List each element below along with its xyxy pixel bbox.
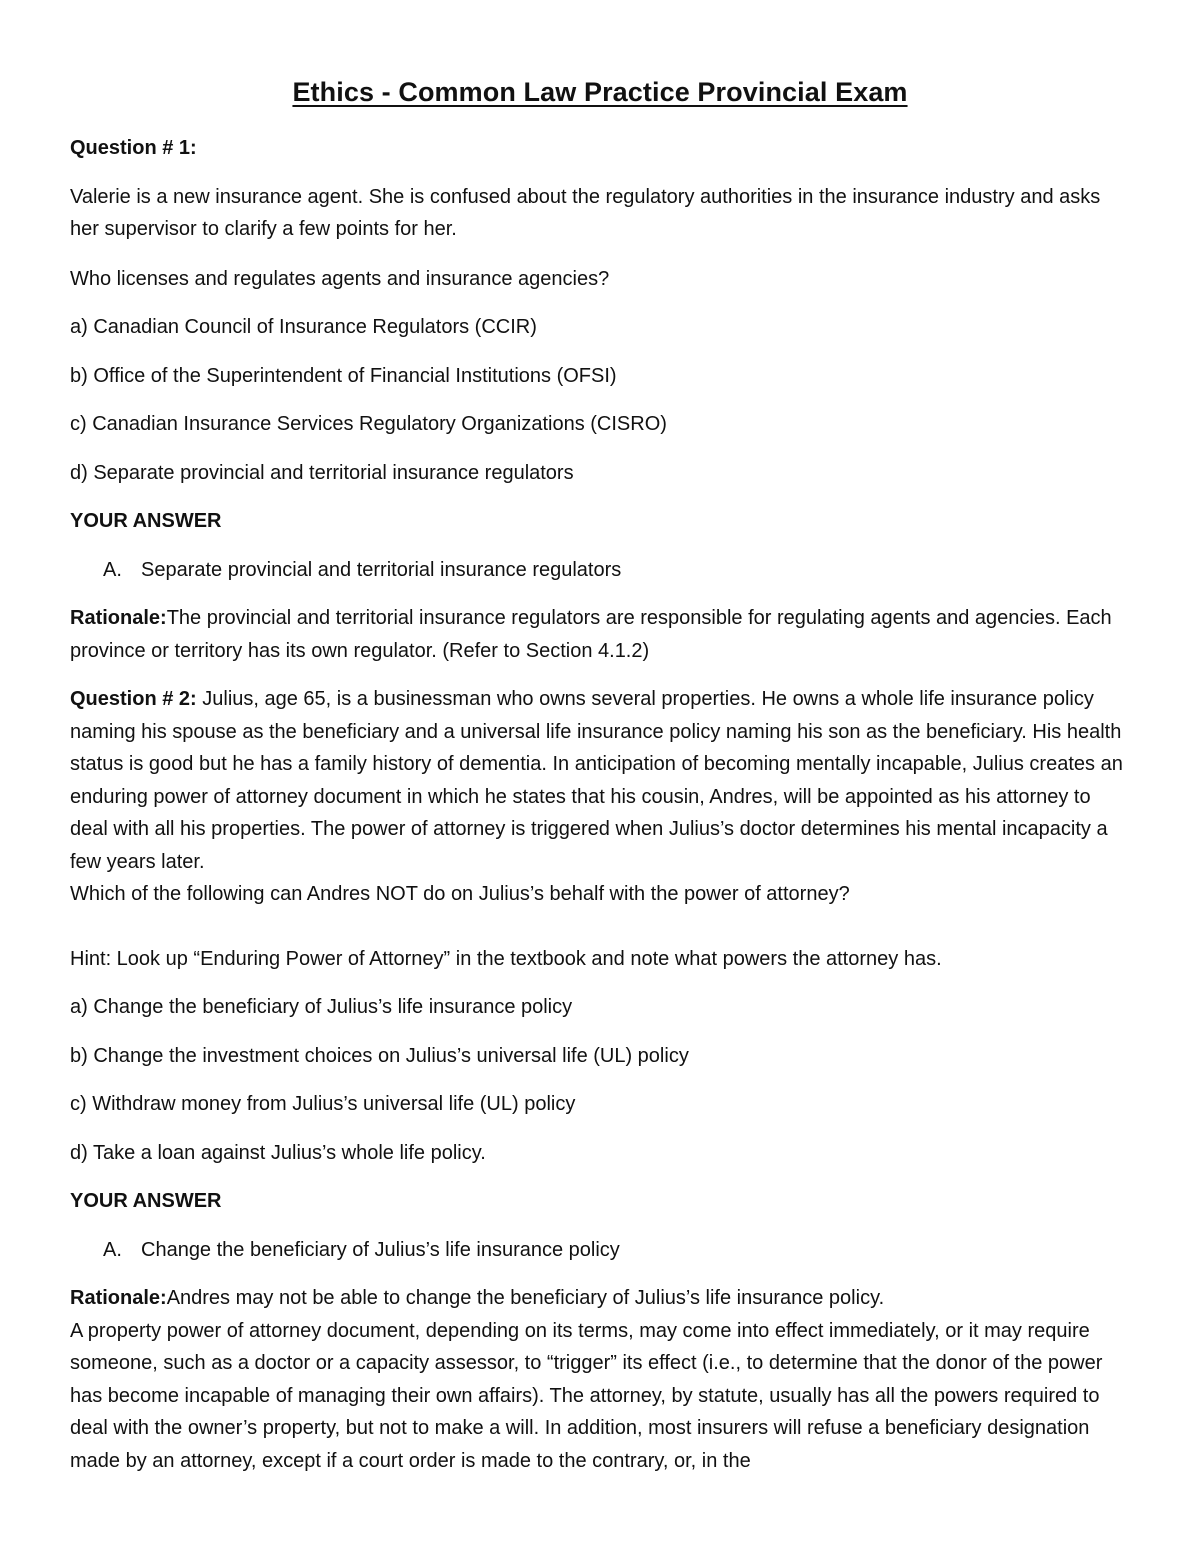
question-2-option-d: d) Take a loan against Julius’s whole life policy. [70,1141,486,1164]
question-2-rationale-text: Andres may not be able to change the beneficiary of Julius’s life insurance policy. [166,1287,885,1309]
question-2-option-b: b) Change the investment choices on Julius’s universal life (UL) policy [70,1044,689,1067]
question-1-answer-text: Separate provincial and territorial insurance regulators [141,558,622,581]
question-1-prompt: Who licenses and regulates agents and insurance agencies? [70,267,610,290]
question-2-label: Question # 2: [70,688,197,710]
blank-line [70,911,1130,943]
question-1-option-c: c) Canadian Insurance Services Regulatory Organizations (CISRO) [70,413,667,435]
question-1-option-d: d) Separate provincial and territorial insurance regulators [70,461,574,484]
question-1-answer [70,554,1130,587]
question-1-answer-letter: A. [103,558,122,581]
question-2-rationale-label: Rationale: [70,1287,167,1309]
question-1-your-answer-label: YOUR ANSWER [70,510,222,532]
question-2-answer-letter: A. [103,1238,122,1261]
document-title: Ethics - Common Law Practice Provincial Exam [292,77,908,107]
question-2-rationale [70,1282,1130,1477]
question-1-intro: Valerie is a new insurance agent. She is confused about the regulatory authorities in the insurance industry and asks her supervisor to clarify a few points for her. [70,185,1101,240]
question-2-prompt: Which of the following can Andres NOT do on Julius’s behalf with the power of attorney? [70,883,850,905]
question-2-answer [70,1234,1130,1267]
question-2-intro: Julius, age 65, is a businessman who owns several properties. He owns a whole life insurance policy naming his spouse as the beneficiary and a universal life insurance policy naming his son as the beneficiary. His health status is good but he has a family history of dementia. In anticipation of becoming mentally incapable, Julius creates an enduring power of attorney document in which he states that his cousin, Andres, will be appointed as his attorney to deal with all his properties. The power of attorney is triggered when Julius’s doctor determines his mental incapacity a few years later. [70,688,1123,873]
question-2-option-c: c) Withdraw money from Julius’s universal life (UL) policy [70,1093,576,1115]
question-2-hint: Hint: Look up “Enduring Power of Attorney” in the textbook and note what powers the attorney has. [70,947,942,970]
question-1-rationale-text: The provincial and territorial insurance regulators are responsible for regulating agents and agencies. Each province or territory has its own regulator. (Refer to Section 4.1.2) [70,607,1112,662]
question-2-answer-text: Change the beneficiary of Julius’s life insurance policy [141,1238,620,1261]
question-1-option-b: b) Office of the Superintendent of Financial Institutions (OFSI) [70,364,617,387]
question-1-rationale [70,602,1130,667]
question-2-option-a: a) Change the beneficiary of Julius’s life insurance policy [70,996,573,1018]
question-2-your-answer-label: YOUR ANSWER [70,1190,222,1212]
question-1-rationale-label: Rationale: [70,607,167,629]
question-1-option-a: a) Canadian Council of Insurance Regulators (CCIR) [70,316,537,338]
question-1-label: Question # 1: [70,137,197,159]
question-2-rationale-more: A property power of attorney document, depending on its terms, may come into effect immediately, or it may require someone, such as a doctor or a capacity assessor, to “trigger” its effect (i.e., to determine that the donor of the power has become incapable of managing their own affairs). The attorney, by statute, usually has all the powers required to deal with the owner’s property, but not to make a will. In addition, most insurers will refuse a beneficiary designation made by an attorney, except if a court order is made to the contrary, or, in the [70,1319,1103,1472]
question-2-intro-paragraph [70,683,1130,911]
